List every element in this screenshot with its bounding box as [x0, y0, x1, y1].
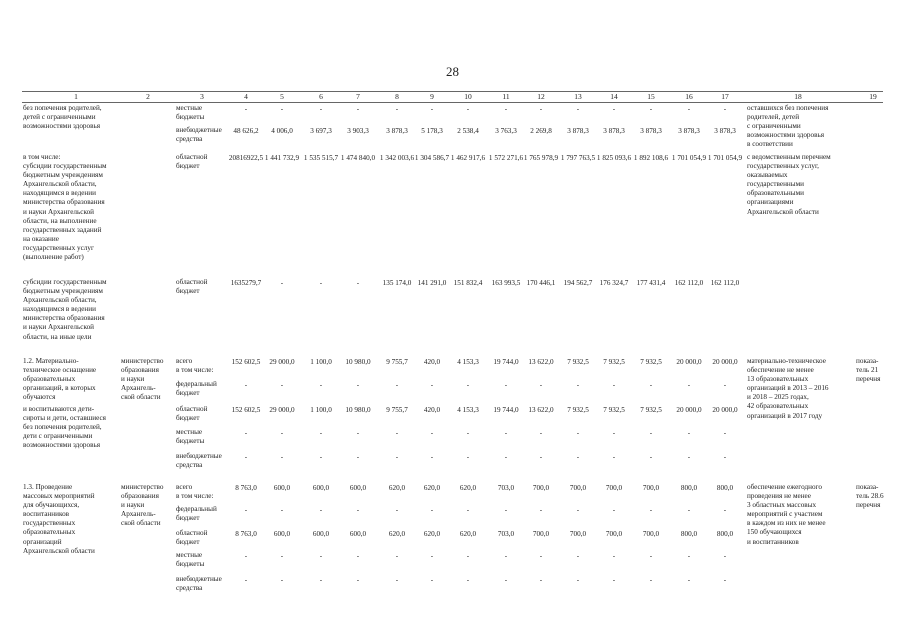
table-cell-value: -: [723, 381, 727, 389]
table-cell-value: -: [612, 105, 616, 113]
table-cell-value: 620,0: [459, 530, 477, 538]
table-cell-value: 3 763,3: [495, 127, 517, 135]
table-cell-value: 700,0: [605, 484, 623, 492]
row-funding-source: всего в том числе:: [176, 483, 214, 501]
row-funding-source: местные бюджеты: [176, 428, 205, 446]
table-cell-value: -: [244, 381, 248, 389]
table-cell-value: 7 932,5: [640, 406, 662, 414]
table-cell-value: 141 291,0: [417, 279, 447, 287]
table-cell-value: 420,0: [423, 358, 441, 366]
table-cell-value: 620,0: [423, 484, 441, 492]
row-funding-source: местные бюджеты: [176, 104, 205, 122]
table-cell-value: -: [504, 453, 508, 461]
table-cell-value: -: [356, 381, 360, 389]
table-cell-value: -: [504, 381, 508, 389]
table-cell-value: 7 932,5: [567, 406, 589, 414]
row-indicator: показа- тель 21 перечня: [856, 357, 881, 384]
table-cell-value: -: [280, 105, 284, 113]
table-cell-value: -: [319, 429, 323, 437]
row-funding-source: всего в том числе:: [176, 357, 214, 375]
table-cell-value: -: [280, 279, 284, 287]
header-col-3: 3: [200, 92, 204, 101]
table-cell-value: 1 797 763,5: [560, 154, 596, 162]
table-cell-value: 48 626,2: [233, 127, 259, 135]
table-cell-value: -: [687, 576, 691, 584]
table-cell-value: 3 878,3: [603, 127, 625, 135]
table-cell-value: 800,0: [680, 530, 698, 538]
row-result: с ведомственным перечнем государственных услуг, оказываемых государственными образовательными организациями Архангельской области: [747, 153, 831, 216]
table-cell-value: 152 602,5: [231, 406, 261, 414]
table-cell-value: 9 755,7: [386, 406, 408, 414]
table-cell-value: -: [319, 506, 323, 514]
table-cell-value: 20 000,0: [712, 406, 738, 414]
table-cell-value: -: [244, 429, 248, 437]
table-cell-value: -: [539, 381, 543, 389]
row-executor: министерство образования и науки Архангель- ской области: [121, 483, 164, 528]
row-description: субсидии государственным бюджетным учреждениям Архангельской области, находящимся в ведении министерства образования и науки Архангельской области, на иные цели: [23, 278, 107, 341]
table-cell-value: -: [466, 552, 470, 560]
table-cell-value: 620,0: [423, 530, 441, 538]
table-cell-value: -: [539, 105, 543, 113]
table-cell-value: 151 832,4: [453, 279, 483, 287]
table-cell-value: -: [576, 453, 580, 461]
table-cell-value: 10 980,0: [345, 406, 371, 414]
table-cell-value: 177 431,4: [636, 279, 666, 287]
table-cell-value: -: [244, 552, 248, 560]
table-cell-value: -: [723, 105, 727, 113]
table-cell-value: 7 932,5: [603, 358, 625, 366]
table-cell-value: 20 000,0: [712, 358, 738, 366]
table-cell-value: 600,0: [349, 484, 367, 492]
table-cell-value: -: [723, 576, 727, 584]
table-cell-value: -: [430, 453, 434, 461]
table-cell-value: -: [430, 552, 434, 560]
table-cell-value: 8 763,0: [235, 484, 257, 492]
table-cell-value: 176 324,7: [599, 279, 629, 287]
table-cell-value: 1 474 840,0: [340, 154, 376, 162]
table-cell-value: 19 744,0: [493, 358, 519, 366]
row-funding-source: областной бюджет: [176, 529, 208, 547]
table-cell-value: -: [539, 429, 543, 437]
table-cell-value: -: [430, 576, 434, 584]
table-cell-value: 8 763,0: [235, 530, 257, 538]
table-cell-value: 3 878,3: [640, 127, 662, 135]
table-cell-value: -: [395, 552, 399, 560]
table-cell-value: 9 755,7: [386, 358, 408, 366]
table-cell-value: 700,0: [532, 484, 550, 492]
table-cell-value: -: [649, 506, 653, 514]
table-cell-value: 20 000,0: [676, 358, 702, 366]
table-cell-value: -: [466, 453, 470, 461]
table-cell-value: -: [430, 429, 434, 437]
table-cell-value: -: [612, 429, 616, 437]
table-cell-value: 700,0: [569, 484, 587, 492]
table-cell-value: -: [280, 506, 284, 514]
table-cell-value: 170 446,1: [526, 279, 556, 287]
table-cell-value: 620,0: [388, 484, 406, 492]
table-cell-value: -: [504, 552, 508, 560]
table-cell-value: 800,0: [716, 484, 734, 492]
table-cell-value: 600,0: [312, 484, 330, 492]
header-col-4: 4: [244, 92, 248, 101]
table-cell-value: -: [576, 429, 580, 437]
table-cell-value: 3 878,3: [678, 127, 700, 135]
table-cell-value: -: [612, 381, 616, 389]
table-cell-value: 1 765 978,9: [523, 154, 559, 162]
header-col-15: 15: [647, 92, 655, 101]
table-cell-value: 1 100,0: [310, 406, 332, 414]
header-col-14: 14: [610, 92, 618, 101]
page-number: 28: [446, 64, 459, 79]
table-cell-value: -: [244, 453, 248, 461]
table-cell-value: -: [504, 105, 508, 113]
table-cell-value: 4 006,0: [271, 127, 293, 135]
row-funding-source: внебюджетные средства: [176, 575, 222, 593]
table-cell-value: -: [723, 429, 727, 437]
table-cell-value: -: [356, 429, 360, 437]
header-col-17: 17: [721, 92, 729, 101]
table-cell-value: 700,0: [569, 530, 587, 538]
table-cell-value: 600,0: [273, 484, 291, 492]
row-funding-source: областной бюджет: [176, 405, 208, 423]
table-cell-value: -: [649, 453, 653, 461]
table-cell-value: -: [723, 453, 727, 461]
table-cell-value: 620,0: [388, 530, 406, 538]
table-cell-value: 3 878,3: [567, 127, 589, 135]
table-cell-value: 162 112,0: [710, 279, 740, 287]
header-col-16: 16: [685, 92, 693, 101]
table-cell-value: -: [356, 279, 360, 287]
table-cell-value: -: [504, 429, 508, 437]
table-cell-value: 620,0: [459, 484, 477, 492]
table-cell-value: -: [539, 552, 543, 560]
table-cell-value: 3 878,3: [386, 127, 408, 135]
table-cell-value: -: [576, 506, 580, 514]
table-cell-value: 1 342 003,6: [379, 154, 415, 162]
table-cell-value: 420,0: [423, 406, 441, 414]
row-description: и воспитываются дети- сироты и дети, оставшиеся без попечения родителей, дети с ограниченными возможностями здоровья: [23, 405, 106, 450]
table-cell-value: 700,0: [605, 530, 623, 538]
header-col-1: 1: [74, 92, 78, 101]
row-executor: министерство образования и науки Архангель- ской области: [121, 357, 164, 402]
table-cell-value: 163 993,5: [491, 279, 521, 287]
table-cell-value: -: [612, 506, 616, 514]
table-cell-value: 2 269,8: [530, 127, 552, 135]
table-cell-value: 20816922,5: [228, 154, 264, 162]
table-cell-value: 800,0: [716, 530, 734, 538]
table-cell-value: 1 304 586,7: [414, 154, 450, 162]
row-result: материально-техническое обеспечение не менее 13 образовательных организаций в 2013 – 2016 и 2018 – 2025 годах, 42 образовательных организаций в 2017 году: [747, 357, 829, 420]
table-cell-value: -: [395, 576, 399, 584]
table-cell-value: -: [612, 552, 616, 560]
table-cell-value: -: [466, 381, 470, 389]
table-cell-value: -: [649, 105, 653, 113]
table-cell-value: 1 825 093,6: [596, 154, 632, 162]
table-cell-value: -: [280, 453, 284, 461]
row-funding-source: местные бюджеты: [176, 551, 205, 569]
table-cell-value: 703,0: [497, 530, 515, 538]
table-cell-value: 1 701 054,9: [671, 154, 707, 162]
table-cell-value: -: [649, 429, 653, 437]
table-cell-value: -: [466, 576, 470, 584]
table-cell-value: -: [504, 506, 508, 514]
table-cell-value: 1 892 108,6: [633, 154, 669, 162]
table-cell-value: 13 622,0: [528, 406, 554, 414]
table-cell-value: 600,0: [273, 530, 291, 538]
header-col-18: 18: [794, 92, 802, 101]
row-description: без попечения родителей, детей с ограниченными возможностями здоровья: [23, 104, 102, 131]
table-cell-value: 20 000,0: [676, 406, 702, 414]
table-cell-value: 1 462 917,6: [450, 154, 486, 162]
table-cell-value: 152 602,5: [231, 358, 261, 366]
table-cell-value: 194 562,7: [563, 279, 593, 287]
table-cell-value: -: [280, 576, 284, 584]
table-cell-value: -: [244, 105, 248, 113]
table-cell-value: -: [280, 552, 284, 560]
table-cell-value: -: [687, 381, 691, 389]
row-result: оставшихся без попечения родителей, детей с ограниченными возможностями здоровья в соответствии: [747, 104, 829, 149]
table-cell-value: 5 178,3: [421, 127, 443, 135]
table-cell-value: 7 932,5: [640, 358, 662, 366]
table-cell-value: 4 153,3: [457, 406, 479, 414]
table-cell-value: -: [687, 506, 691, 514]
row-funding-source: областной бюджет: [176, 278, 208, 296]
table-cell-value: -: [280, 429, 284, 437]
table-cell-value: 800,0: [680, 484, 698, 492]
header-col-2: 2: [146, 92, 150, 101]
table-cell-value: -: [649, 576, 653, 584]
table-cell-value: -: [723, 552, 727, 560]
table-cell-value: 7 932,5: [603, 406, 625, 414]
table-cell-value: -: [539, 576, 543, 584]
table-cell-value: -: [356, 506, 360, 514]
table-cell-value: 1635279,7: [230, 279, 262, 287]
table-cell-value: 135 174,0: [382, 279, 412, 287]
table-cell-value: -: [430, 105, 434, 113]
table-cell-value: -: [356, 453, 360, 461]
table-cell-value: -: [319, 453, 323, 461]
table-cell-value: -: [319, 552, 323, 560]
table-cell-value: -: [612, 453, 616, 461]
row-indicator: показа- тель 28.6 перечня: [856, 483, 884, 510]
table-cell-value: -: [504, 576, 508, 584]
table-cell-value: -: [576, 552, 580, 560]
table-cell-value: 1 701 054,9: [707, 154, 743, 162]
row-description: 1.2. Материально- техническое оснащение образовательных организаций, в которых обучаются: [23, 357, 97, 402]
header-col-8: 8: [395, 92, 399, 101]
table-cell-value: -: [395, 105, 399, 113]
table-cell-value: -: [319, 576, 323, 584]
table-cell-value: -: [687, 105, 691, 113]
table-cell-value: 1 572 271,6: [488, 154, 524, 162]
header-col-13: 13: [574, 92, 582, 101]
table-cell-value: -: [244, 576, 248, 584]
table-cell-value: 700,0: [642, 530, 660, 538]
table-cell-value: -: [649, 381, 653, 389]
table-cell-value: -: [430, 381, 434, 389]
table-cell-value: 3 903,3: [347, 127, 369, 135]
row-funding-source: внебюджетные средства: [176, 452, 222, 470]
table-cell-value: 13 622,0: [528, 358, 554, 366]
table-cell-value: -: [395, 506, 399, 514]
header-col-7: 7: [356, 92, 360, 101]
header-col-19: 19: [869, 92, 877, 101]
table-cell-value: -: [356, 552, 360, 560]
table-cell-value: -: [244, 506, 248, 514]
table-cell-value: -: [539, 506, 543, 514]
table-cell-value: -: [319, 381, 323, 389]
table-cell-value: -: [356, 105, 360, 113]
row-funding-source: федеральный бюджет: [176, 505, 217, 523]
table-cell-value: 10 980,0: [345, 358, 371, 366]
table-cell-value: 162 112,0: [674, 279, 704, 287]
table-cell-value: -: [319, 105, 323, 113]
table-cell-value: 700,0: [642, 484, 660, 492]
table-cell-value: 3 697,3: [310, 127, 332, 135]
table-cell-value: 600,0: [312, 530, 330, 538]
row-description: в том числе: субсидии государственным бюджетным учреждениям Архангельской области, находящимся в ведении министерства образования и науки Архангельской области, на выполнение государственных заданий на оказание государственных услуг (выполнение работ): [23, 153, 107, 262]
table-cell-value: 19 744,0: [493, 406, 519, 414]
table-cell-value: -: [687, 429, 691, 437]
table-cell-value: 7 932,5: [567, 358, 589, 366]
table-cell-value: 4 153,3: [457, 358, 479, 366]
table-cell-value: -: [576, 576, 580, 584]
table-cell-value: -: [539, 453, 543, 461]
table-cell-value: -: [280, 381, 284, 389]
header-col-6: 6: [319, 92, 323, 101]
table-cell-value: -: [723, 506, 727, 514]
table-cell-value: 700,0: [532, 530, 550, 538]
table-cell-value: 600,0: [349, 530, 367, 538]
table-cell-value: -: [612, 576, 616, 584]
table-cell-value: -: [649, 552, 653, 560]
table-cell-value: -: [466, 429, 470, 437]
header-col-12: 12: [537, 92, 545, 101]
table-cell-value: -: [576, 105, 580, 113]
table-cell-value: 3 878,3: [714, 127, 736, 135]
table-cell-value: -: [395, 381, 399, 389]
table-cell-value: -: [356, 576, 360, 584]
table-cell-value: 29 000,0: [269, 358, 295, 366]
table-cell-value: -: [430, 506, 434, 514]
table-cell-value: -: [395, 429, 399, 437]
table-cell-value: -: [466, 506, 470, 514]
table-cell-value: -: [395, 453, 399, 461]
row-funding-source: областной бюджет: [176, 153, 208, 171]
table-cell-value: -: [319, 279, 323, 287]
table-cell-value: 1 441 732,9: [264, 154, 300, 162]
table-cell-value: 2 538,4: [457, 127, 479, 135]
table-cell-value: 1 535 515,7: [303, 154, 339, 162]
header-col-5: 5: [280, 92, 284, 101]
table-cell-value: -: [466, 105, 470, 113]
header-col-11: 11: [502, 92, 510, 101]
table-cell-value: -: [576, 381, 580, 389]
row-description: 1.3. Проведение массовых мероприятий для обучающихся, воспитанников государственных образовательных организаций Архангельской области: [23, 483, 95, 555]
table-cell-value: 29 000,0: [269, 406, 295, 414]
header-col-9: 9: [430, 92, 434, 101]
table-cell-value: -: [687, 552, 691, 560]
row-funding-source: внебюджетные средства: [176, 126, 222, 144]
table-header: [22, 91, 883, 103]
table-cell-value: 1 100,0: [310, 358, 332, 366]
row-result: обеспечение ежегодного проведения не менее 3 областных массовых мероприятий с участием в каждом из них не менее 150 обучающихся и воспитанников: [747, 483, 826, 546]
table-cell-value: -: [687, 453, 691, 461]
table-cell-value: 703,0: [497, 484, 515, 492]
header-col-10: 10: [464, 92, 472, 101]
row-funding-source: федеральный бюджет: [176, 380, 217, 398]
